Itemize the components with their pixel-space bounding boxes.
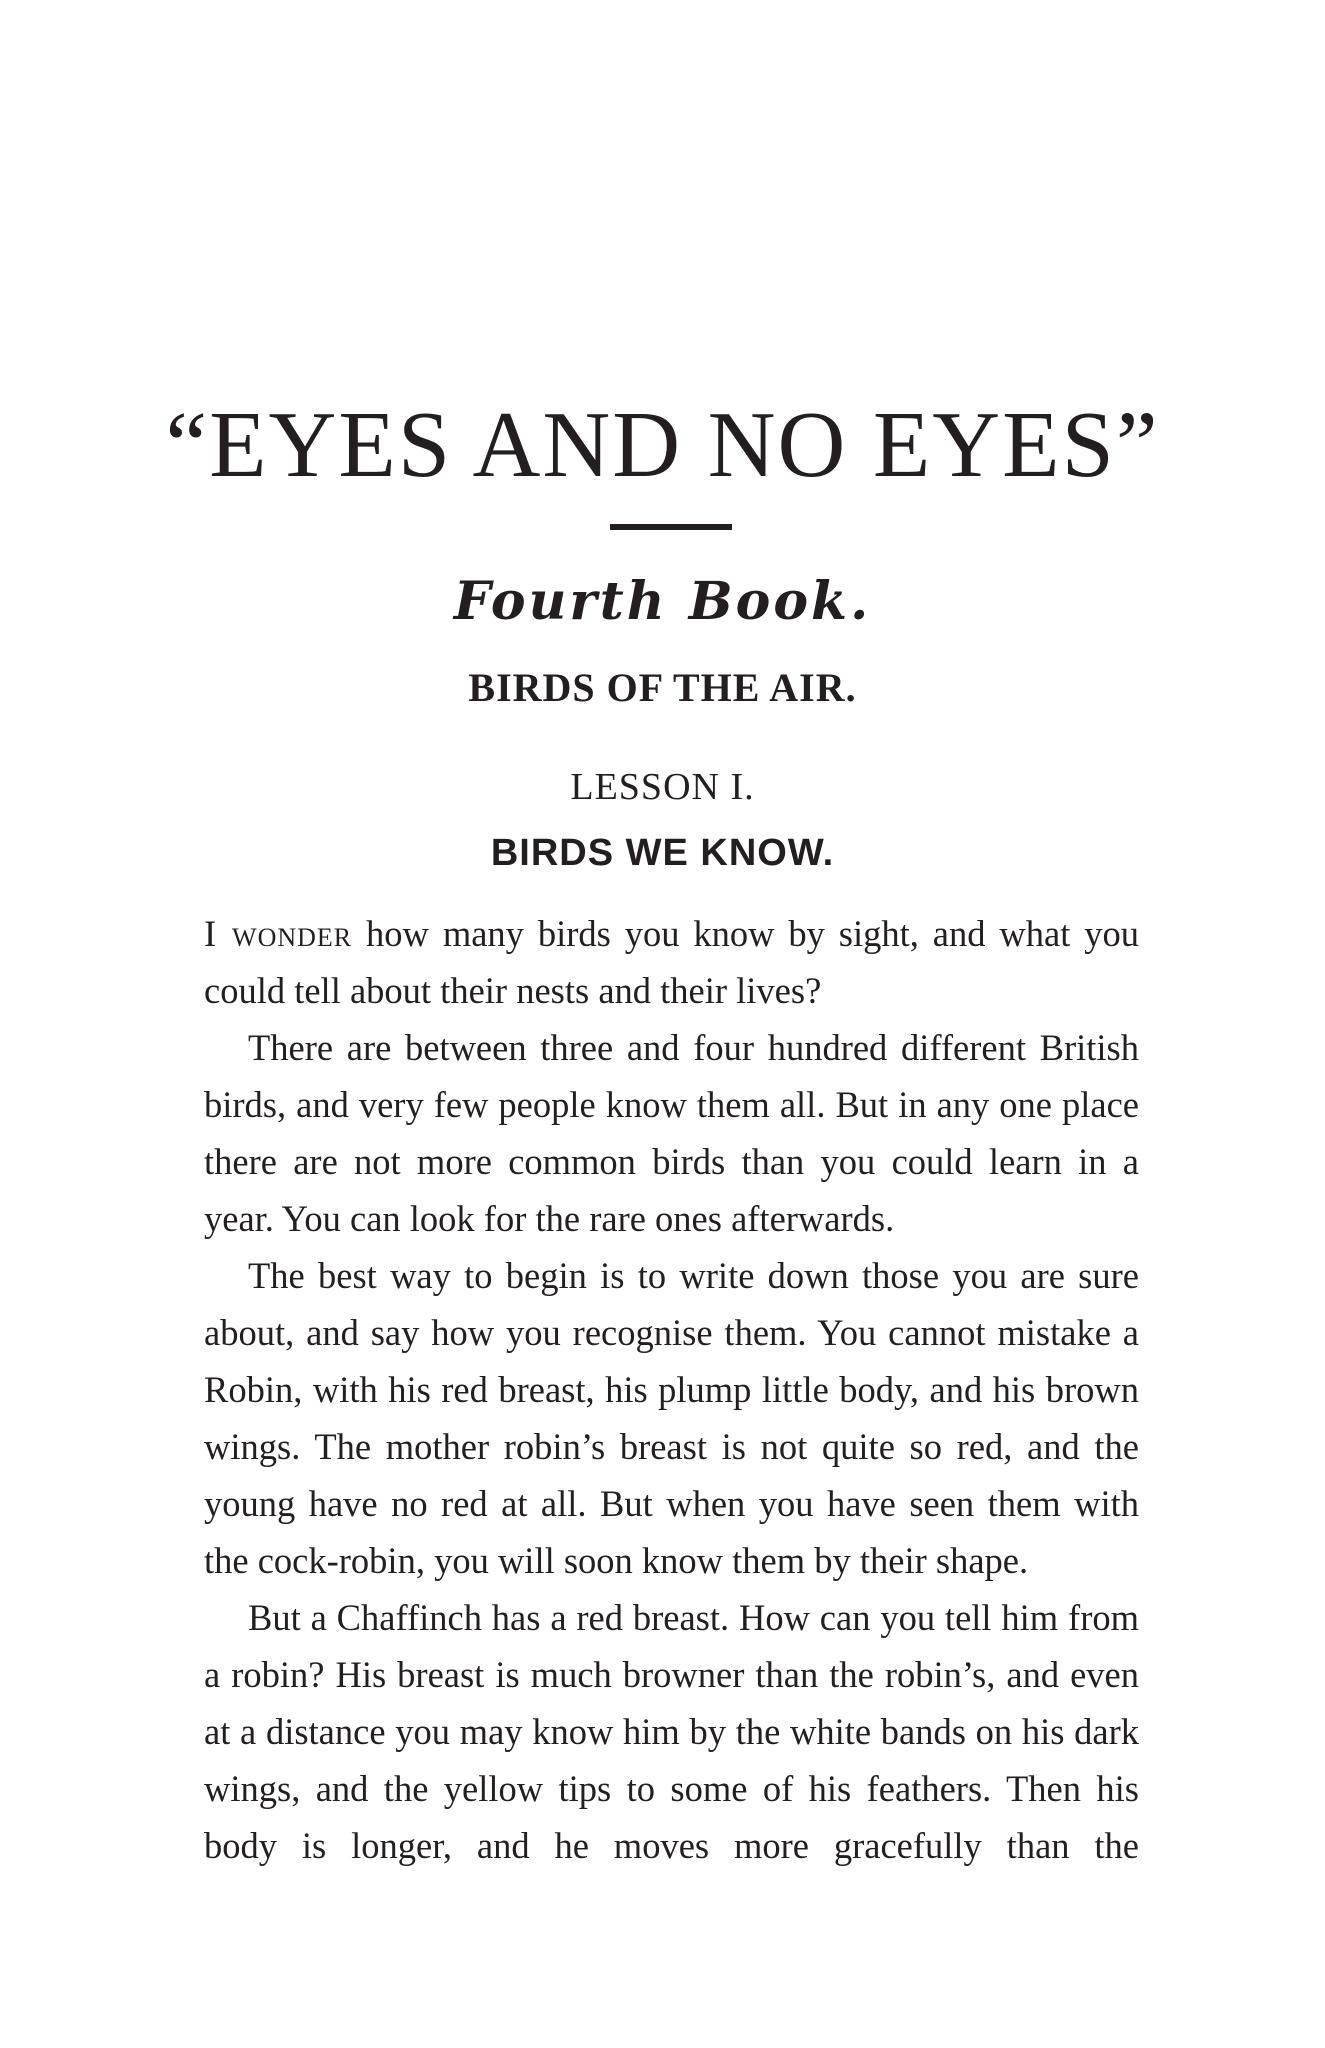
book-title: “EYES AND NO EYES” — [165, 393, 1160, 497]
lesson-title: BIRDS WE KNOW. — [490, 832, 835, 874]
body-paragraph — [204, 905, 1139, 1019]
body-text — [204, 905, 1139, 1874]
lesson-number: LESSON I. — [570, 766, 755, 808]
part-title: Fourth Book. — [453, 571, 872, 632]
body-paragraph: But a Chaffinch has a red breast. How can you tell him from a robin? His breast is much browner than the robin’s, and even at a distance you may know him by the white bands on his dark wings, and the yellow tips to some of his feathers. Then his body is longer, and he moves more gracefully than the — [204, 1597, 1139, 1866]
paragraph-text: how many birds you know by sight, and what you could tell about their nests and their lives? — [204, 913, 1139, 1011]
body-paragraph: There are between three and four hundred different British birds, and very few people know them all. But in any one place there are not more common birds than you could learn in a year. You can look for the rare ones afterwards. — [204, 1027, 1139, 1239]
title-divider-rule — [610, 524, 732, 530]
opening-word: I wonder — [204, 913, 353, 954]
body-paragraph: The best way to begin is to write down those you are sure about, and say how you recognise them. You cannot mistake a Robin, with his red breast, his plump little body, and his brown wings. The mother robin’s breast is not quite so red, and the young have no red at all. But when you have seen them with the cock-robin, you will soon know them by their shape. — [204, 1255, 1139, 1581]
part-subtitle: BIRDS OF THE AIR. — [468, 665, 857, 710]
